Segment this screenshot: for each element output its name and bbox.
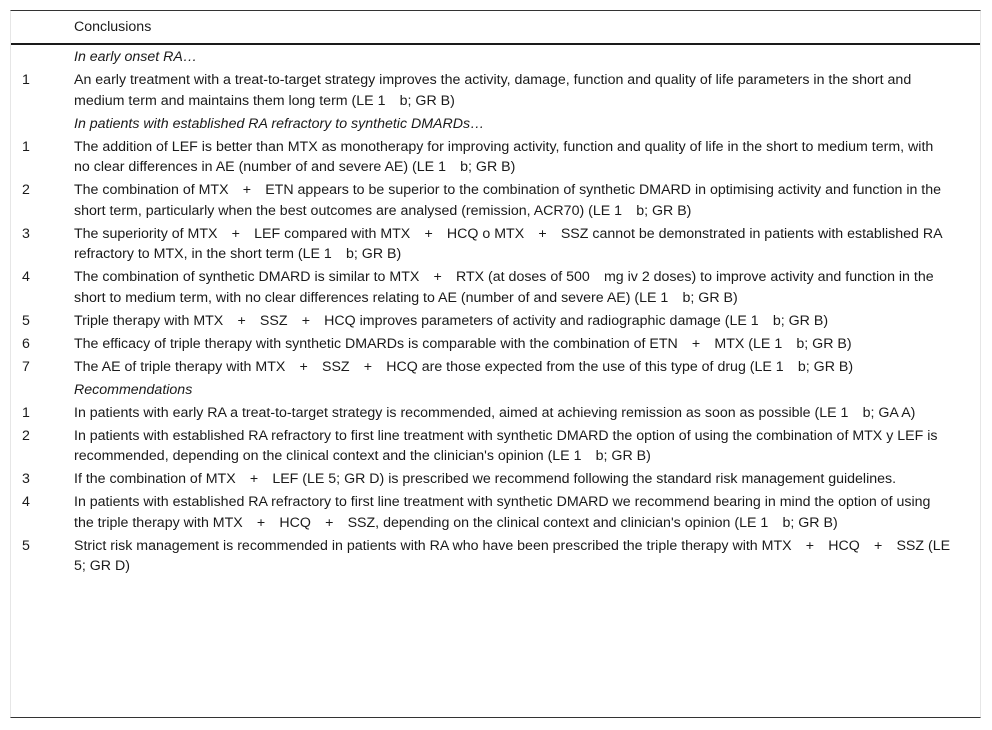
table-row xyxy=(11,356,980,379)
table-row xyxy=(11,468,980,491)
conclusions-table-frame xyxy=(10,10,981,718)
row-text: The combination of MTX + ETN appears to be superior to the combination of synthetic DMARD in optimising activity and function in the short term, particularly when the best outcomes are analysed (remission, ACR70) (LE 1 b; GR B) xyxy=(74,182,942,219)
table-row xyxy=(11,333,980,356)
row-text: Strict risk management is recommended in patients with RA who have been prescribed the triple therapy with MTX + HCQ + SSZ (LE 5; GR D) xyxy=(74,537,951,574)
row-text: The addition of LEF is better than MTX as monotherapy for improving activity, function and quality of life in the short to medium term, with no clear differences in AE (number of and severe AE) (LE 1 b; GR B) xyxy=(74,138,934,175)
table-row xyxy=(11,266,980,310)
row-number: 4 xyxy=(22,269,30,285)
row-text: The AE of triple therapy with MTX + SSZ + HCQ are those expected from the use of this type of drug (LE 1 b; GR B) xyxy=(74,358,854,375)
section-heading: In patients with established RA refractory to synthetic DMARDs… xyxy=(74,115,485,132)
section-heading: In early onset RA… xyxy=(74,49,198,65)
row-number xyxy=(11,44,74,69)
table-row xyxy=(11,402,980,425)
row-number: 2 xyxy=(22,182,30,198)
table-row xyxy=(11,310,980,333)
section-heading-row xyxy=(11,113,980,136)
row-number: 4 xyxy=(22,494,30,510)
header-conclusions-cell: Conclusions xyxy=(74,11,980,44)
row-text: The combination of synthetic DMARD is similar to MTX + RTX (at doses of 500 mg iv 2 doses) to improve activity and function in the short to medium term, with no clear differences relating to AE (number of and severe AE) (LE 1 b; GR B) xyxy=(74,269,934,306)
row-number xyxy=(11,379,74,402)
row-number: 3 xyxy=(22,471,30,487)
row-number: 5 xyxy=(22,537,30,554)
row-text: If the combination of MTX + LEF (LE 5; GR D) is prescribed we recommend following the standard risk management guidelines. xyxy=(74,471,897,487)
table-body xyxy=(11,44,980,578)
row-number: 3 xyxy=(22,225,30,242)
row-number xyxy=(11,113,74,136)
row-text: An early treatment with a treat-to-target strategy improves the activity, damage, function and quality of life parameters in the short and medium term and maintains them long term (LE 1 b; GR B) xyxy=(74,72,912,109)
section-heading: Recommendations xyxy=(74,381,193,398)
table-header xyxy=(11,11,980,44)
header-number-cell xyxy=(11,11,74,44)
section-heading-row xyxy=(11,379,980,402)
conclusions-table xyxy=(11,11,980,578)
table-row xyxy=(11,136,980,180)
row-number: 1 xyxy=(22,138,30,155)
table-row xyxy=(11,425,980,469)
row-text: In patients with early RA a treat-to-target strategy is recommended, aimed at achieving remission as soon as possible (LE 1 b; GA A) xyxy=(74,404,916,421)
section-heading-row xyxy=(11,44,980,69)
table-row xyxy=(11,491,980,535)
row-number: 1 xyxy=(22,72,30,88)
row-text: The efficacy of triple therapy with synthetic DMARDs is comparable with the combination of ETN + MTX (LE 1 b; GR B) xyxy=(74,335,852,352)
row-text: In patients with established RA refractory to first line treatment with synthetic DMARD the option of using the combination of MTX y LEF is recommended, depending on the clinical context and the clinician's opinion (LE 1 b; GR B) xyxy=(74,427,938,464)
row-number: 2 xyxy=(22,427,30,444)
table-row xyxy=(11,179,980,223)
row-number: 5 xyxy=(22,312,30,329)
table-row xyxy=(11,535,980,579)
row-text: In patients with established RA refractory to first line treatment with synthetic DMARD we recommend bearing in mind the option of using the triple therapy with MTX + HCQ + SSZ, depending on the clinical context and clinician's opinion (LE 1 b; GR B) xyxy=(74,494,931,531)
row-number: 1 xyxy=(22,404,30,421)
row-text: The superiority of MTX + LEF compared with MTX + HCQ o MTX + SSZ cannot be demonstrated in patients with established RA refractory to MTX, in the short term (LE 1 b; GR B) xyxy=(74,225,942,262)
row-number: 7 xyxy=(22,358,30,375)
row-text: Triple therapy with MTX + SSZ + HCQ improves parameters of activity and radiographic damage (LE 1 b; GR B) xyxy=(74,312,829,329)
header-row xyxy=(11,11,980,44)
table-row xyxy=(11,223,980,267)
row-number: 6 xyxy=(22,335,30,352)
table-row xyxy=(11,69,980,113)
